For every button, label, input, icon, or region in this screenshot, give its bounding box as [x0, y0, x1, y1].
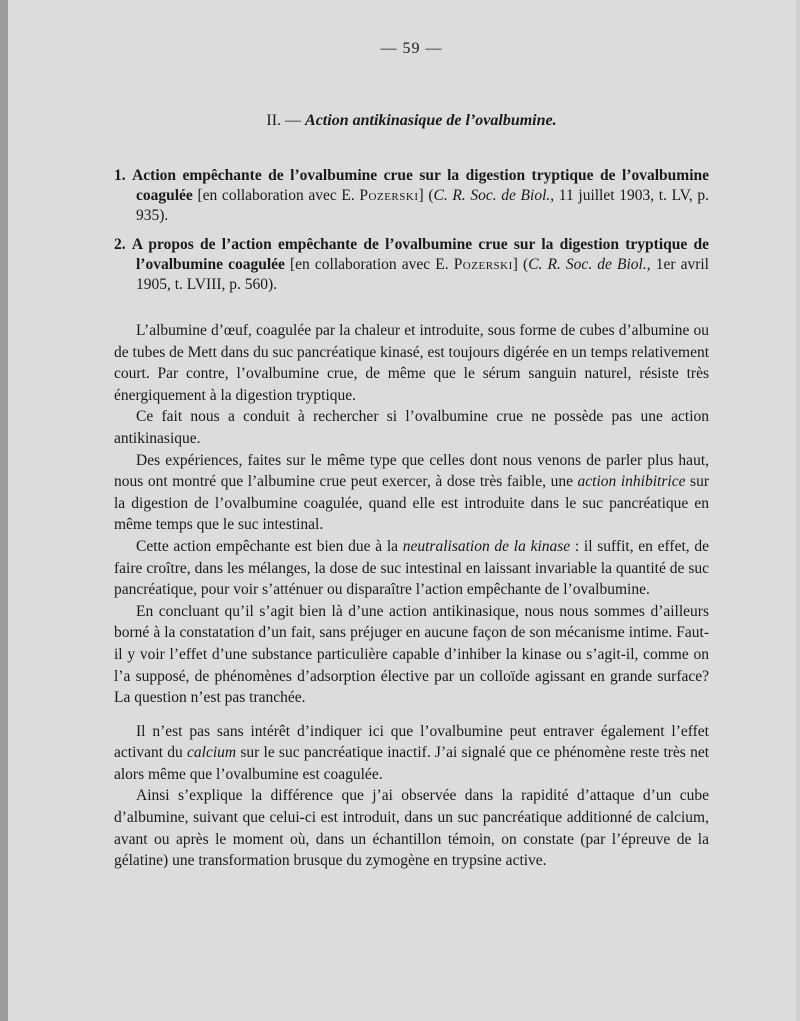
section-title-text: Action antikinasique de l’ovalbumine. — [305, 112, 557, 129]
paragraph-text: sur le suc pancréatique inactif. J’ai signalé que ce phénomène reste très net alors même que l’ovalbumine est coagulée. — [114, 744, 710, 783]
emphasis: neutralisation de la kinase — [402, 537, 571, 555]
reference-author: Pozerski — [359, 187, 419, 204]
paragraph-text: : il suffit, en effet, de faire croître, dans les mélanges, la dose de suc intestinal en laissant invariable la quantité de suc pancréatique, pour voir s’atténuer ou disparaître l’action empêchante de l’ovalbumine. — [114, 537, 709, 599]
reference-list — [114, 166, 709, 304]
paragraph-text: sur la digestion de l’ovalbumine coagulée, quand elle est introduite dans le suc pancréatique en même temps que le suc intestinal. — [114, 473, 709, 534]
page-edge-shadow — [0, 0, 8, 1021]
section-prefix: II. — — [266, 112, 306, 129]
reference-journal: C. R. Soc. de Biol. — [433, 187, 551, 204]
reference-number: 1. — [114, 167, 126, 184]
body-text — [114, 320, 709, 872]
document-page — [8, 0, 796, 1021]
paragraph: Ainsi s’explique la différence que j’ai observée dans la rapidité d’attaque d’un cube d’albumine, suivant que celui-ci est introduit, dans un suc pancréatique additionné de calcium, avant ou après le moment où, dans un échantillon témoin, on constate (par l’épreuve de la gélatine) une transformation brusque du zymogène en trypsine active. — [114, 787, 709, 870]
emphasis: calcium — [187, 744, 237, 762]
page-number: — 59 — — [380, 40, 443, 57]
emphasis: action inhibitrice — [577, 473, 686, 491]
paragraph: L’albumine d’œuf, coagulée par la chaleur et introduite, sous forme de cubes d’albumine ou de tubes de Mett dans du suc pancréatique kinasé, est toujours digérée en un temps relativement court. Par contre, l’ovalbumine crue, de même que le sérum sanguin naturel, résiste très énergiquement à la digestion tryptique. — [114, 322, 709, 404]
paragraph: Ce fait nous a conduit à rechercher si l’ovalbumine crue ne possède pas une action antikinasique. — [114, 408, 709, 447]
paragraph — [114, 721, 709, 786]
paragraph: En concluant qu’il s’agit bien là d’une action antikinasique, nous nous sommes d’ailleurs borné à la constatation d’un fait, sans préjuger en aucune façon de son mécanisme intime. Faut-il y voir l’effet d’une substance particulière capable d’inhiber la kinase ou s’agit-il, comme on l’a supposé, de phénomènes d’adsorption élective par un colloïde agissant en grande surface? La question n’est pas tranchée. — [114, 602, 709, 707]
reference-author: Pozerski — [453, 256, 513, 273]
paragraph-text: Il n’est pas sans intérêt d’indiquer ici que l’ovalbumine peut entraver également l’effet activant du — [114, 722, 709, 762]
reference-number: 2. — [114, 236, 126, 253]
section-title — [114, 110, 709, 132]
reference-collab-end: ] ( — [512, 256, 529, 273]
reference-item — [114, 235, 709, 295]
reference-title: A propos de l’action empêchante de l’ovalbumine crue sur la digestion tryptique de l’ovalbumine coagulée — [131, 236, 709, 273]
paragraph — [114, 450, 709, 536]
reference-details: , 1er avril 1905, t. LVIII, p. 560). — [136, 256, 709, 293]
reference-title: Action empêchante de l’ovalbumine crue sur la digestion tryptique de l’ovalbumine coagulée — [132, 167, 709, 204]
reference-journal: C. R. Soc. de Biol. — [528, 256, 647, 273]
reference-details: , 11 juillet 1903, t. LV, p. 935). — [136, 187, 709, 224]
paragraph-text: Cette action empêchante est bien due à la — [136, 537, 403, 555]
reference-collab: [en collaboration avec E. — [284, 256, 454, 273]
reference-collab-end: ] ( — [418, 187, 434, 204]
paragraph-text: Des expériences, faites sur le même type que celles dont nous venons de parler plus haut, nous ont montré que l’albumine crue peut exercer, à dose très faible, une — [114, 451, 709, 491]
paragraph — [114, 536, 709, 601]
reference-item — [114, 166, 709, 226]
reference-collab: [en collaboration avec E. — [192, 187, 360, 204]
